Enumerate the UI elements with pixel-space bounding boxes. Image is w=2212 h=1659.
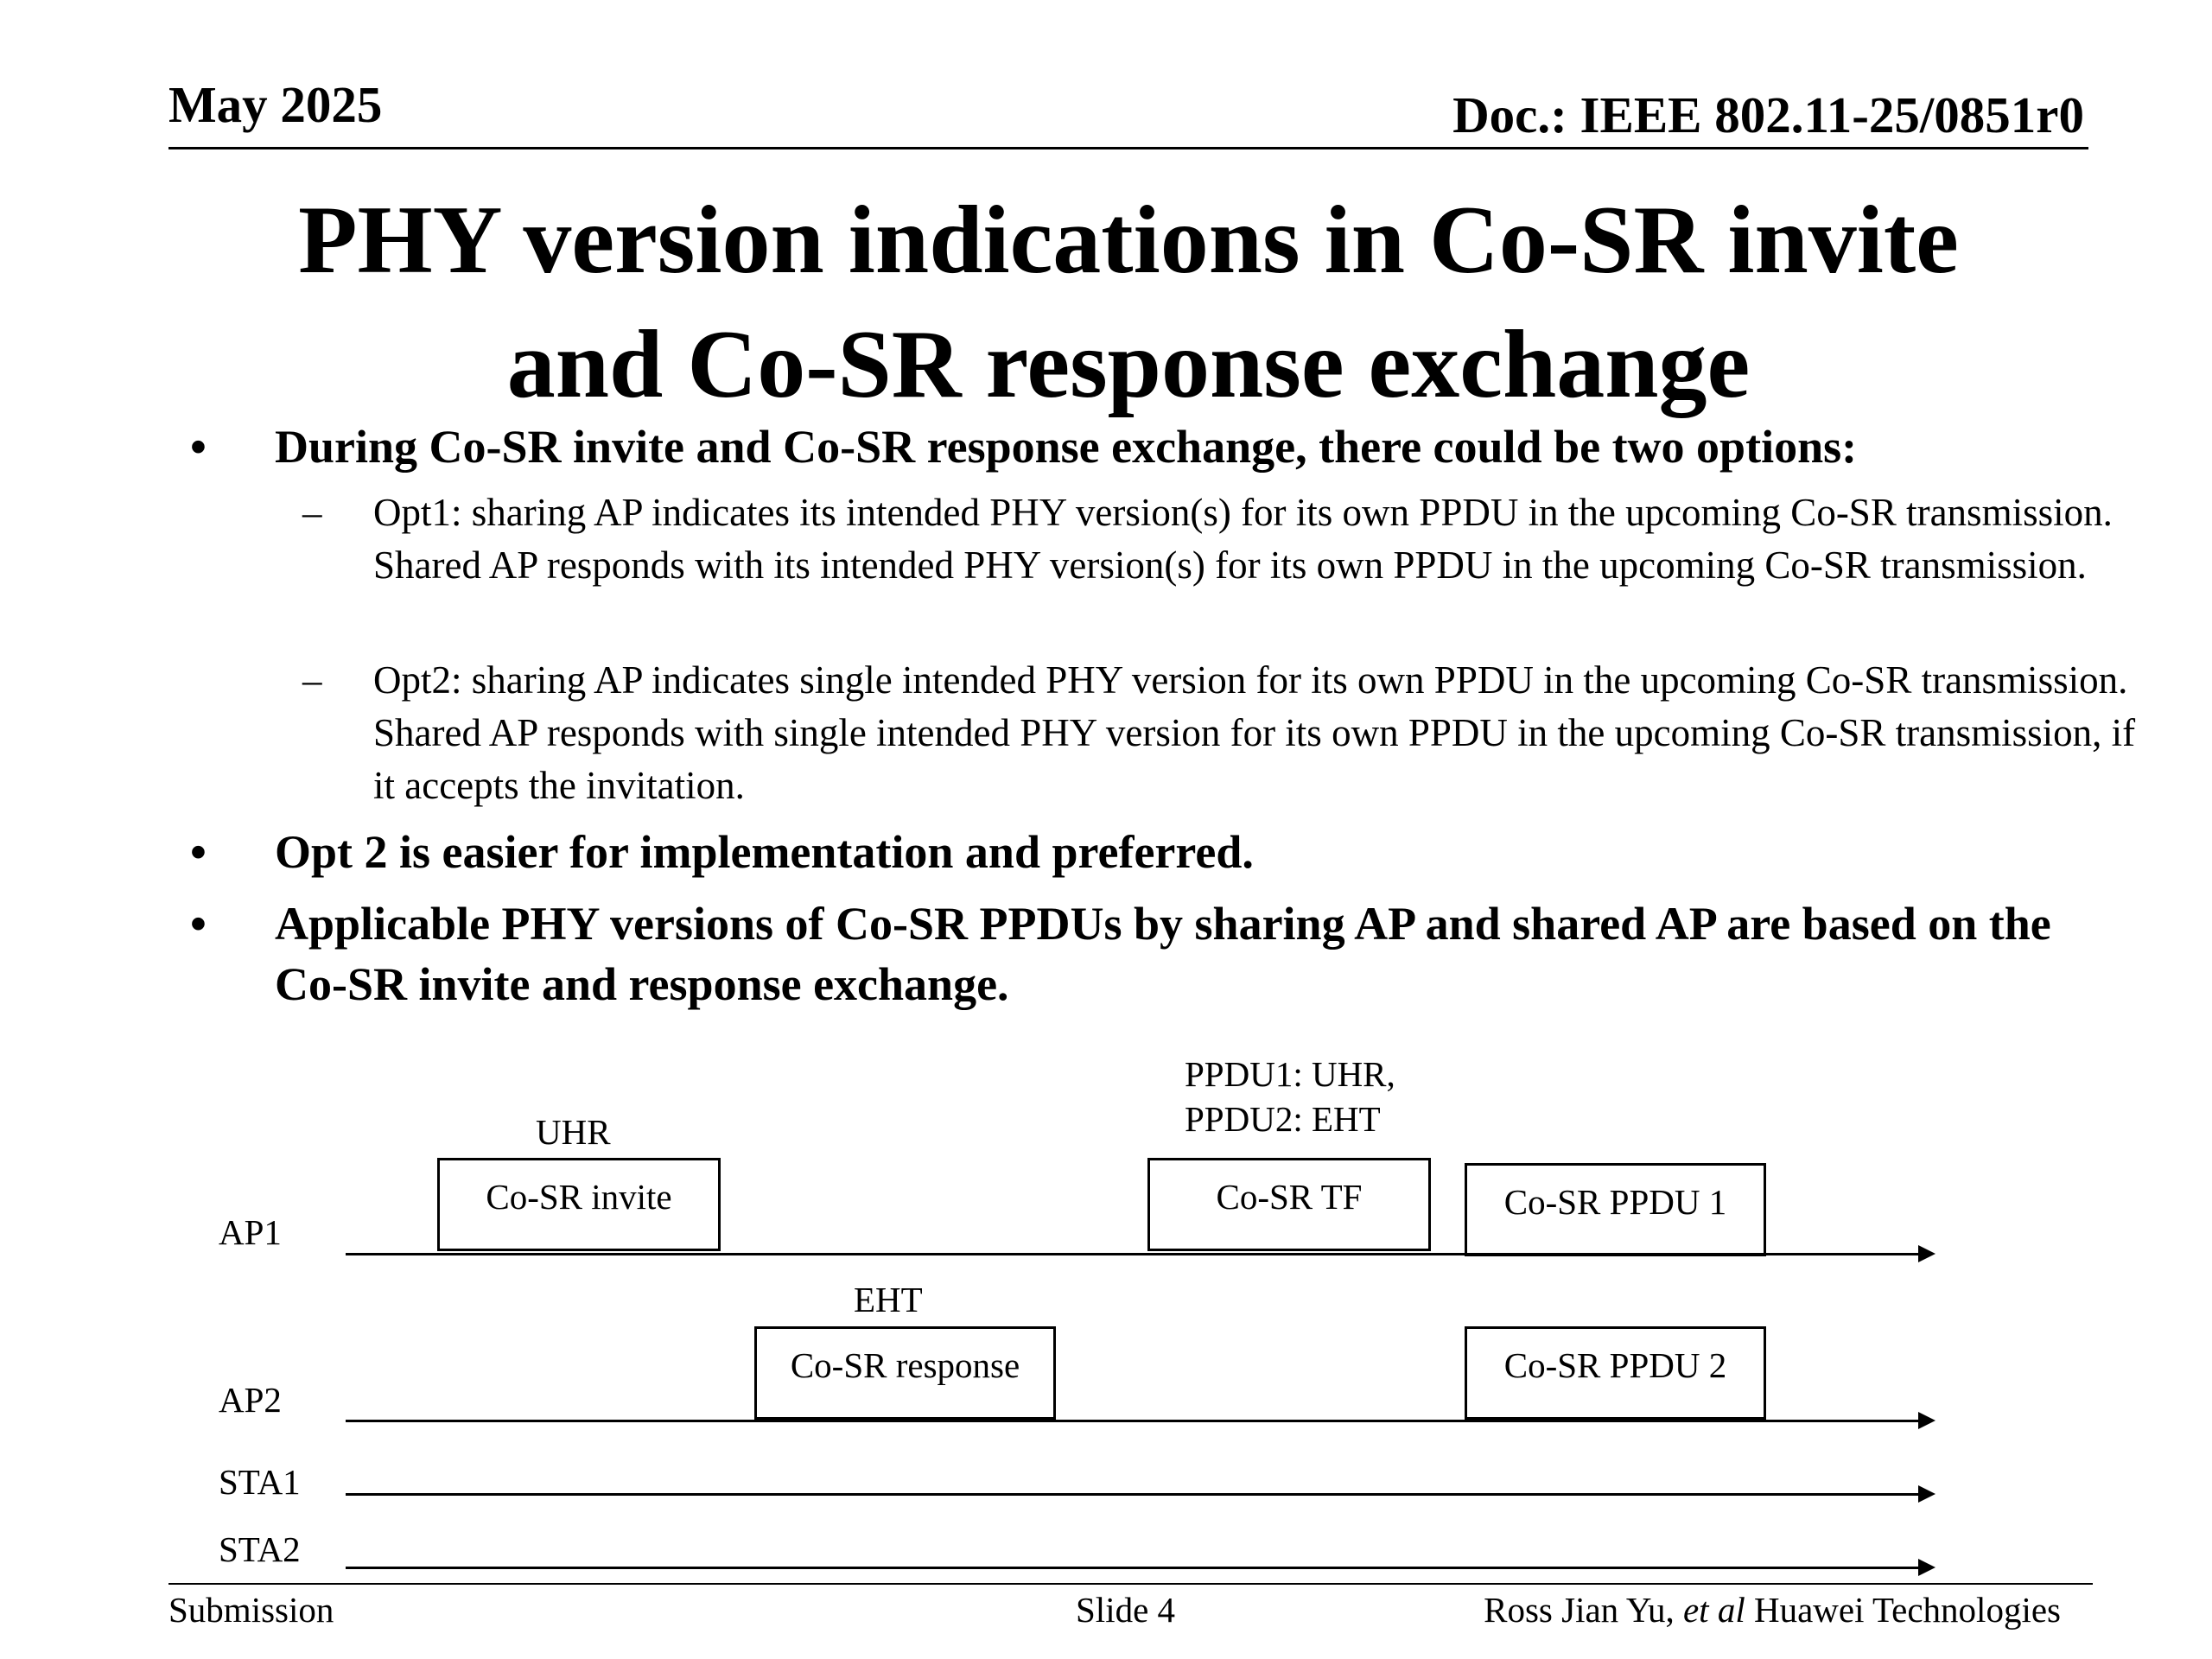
footer-author [1484, 1592, 2061, 1628]
frame-label: Co-SR PPDU 1 [1503, 1182, 1727, 1222]
row-label-sta1: STA1 [219, 1462, 301, 1502]
slide-title-line-2: and Co-SR response exchange [506, 311, 1751, 418]
co-sr-ppdu-2-frame [1465, 1326, 1766, 1420]
footer-author-name: Ross Jian Yu, [1484, 1590, 1683, 1630]
row-label-ap2: AP2 [219, 1380, 282, 1420]
sta2-timeline [346, 1567, 1920, 1569]
bullet-marker: • [190, 898, 207, 950]
ap1-timeline [346, 1253, 1920, 1255]
header-date: May 2025 [168, 76, 383, 133]
footer-divider [168, 1583, 2093, 1585]
sta1-timeline [346, 1493, 1920, 1496]
frame-label: Co-SR TF [1216, 1177, 1363, 1217]
bullet-text: Applicable PHY versions of Co-SR PPDUs by sharing AP and shared AP are based on the Co-SR invite and response exchange. [275, 898, 2051, 1010]
sub-bullet-text: Opt2: sharing AP indicates single intended PHY version for its own PPDU in the upcoming Co-SR transmission. Shared AP responds with single intended PHY version for its own PPDU in the upcoming Co-SR transmission, if it accepts the invitation. [373, 658, 2136, 807]
header-divider [168, 147, 2088, 149]
sub-bullet-text: Opt1: sharing AP indicates its intended PHY version(s) for its own PPDU in the upcoming Co-SR transmission. Shared AP responds with its intended PHY version(s) for its own PPDU in the upcoming Co-SR transmission. [373, 491, 2113, 587]
tf-phy-label-line-2: PPDU2: EHT [1185, 1099, 1381, 1139]
bullet-text: During Co-SR invite and Co-SR response exchange, there could be two options: [275, 421, 1858, 473]
frame-label: Co-SR invite [486, 1177, 672, 1217]
slide-title-line-1: PHY version indications in Co-SR invite [298, 187, 1959, 294]
bullet-text: Opt 2 is easier for implementation and preferred. [275, 826, 1254, 878]
tf-phy-label-line-1: PPDU1: UHR, [1185, 1054, 1395, 1094]
frame-label: Co-SR PPDU 2 [1503, 1345, 1727, 1385]
co-sr-response-frame [754, 1326, 1056, 1420]
row-label-ap1: AP1 [219, 1212, 282, 1252]
arrow-right-icon [1918, 1485, 1936, 1503]
response-phy-label: EHT [854, 1280, 923, 1319]
co-sr-tf-frame [1147, 1158, 1431, 1251]
co-sr-invite-frame [437, 1158, 721, 1251]
sub-bullet-marker: – [302, 491, 322, 534]
arrow-right-icon [1918, 1245, 1936, 1262]
bullet-marker: • [190, 826, 207, 878]
slide-title [168, 178, 2088, 427]
sub-bullet-marker: – [302, 658, 322, 702]
co-sr-ppdu-1-frame [1465, 1163, 1766, 1256]
bullet-marker: • [190, 421, 207, 473]
row-label-sta2: STA2 [219, 1529, 301, 1569]
footer-author-org: Huawei Technologies [1745, 1590, 2061, 1630]
footer-author-etal: et al [1682, 1590, 1745, 1630]
ap2-timeline [346, 1420, 1920, 1422]
arrow-right-icon [1918, 1559, 1936, 1576]
frame-label: Co-SR response [790, 1345, 1020, 1385]
header-doc-number: Doc.: IEEE 802.11-25/0851r0 [1452, 86, 2084, 143]
invite-phy-label: UHR [536, 1112, 611, 1152]
footer-submission: Submission [168, 1590, 334, 1630]
footer-slide-number: Slide 4 [1076, 1590, 1176, 1630]
arrow-right-icon [1918, 1412, 1936, 1429]
